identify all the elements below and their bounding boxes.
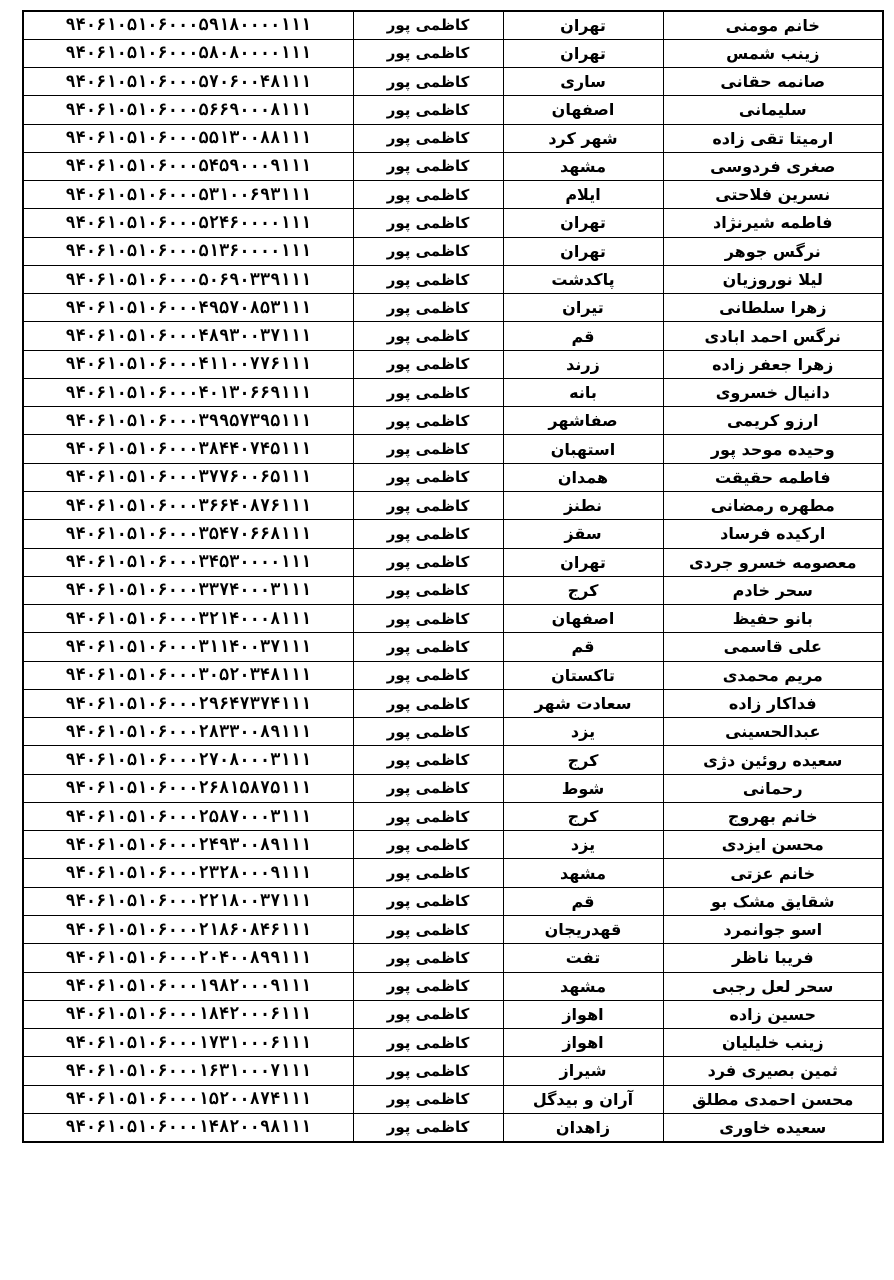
cell-name: وحیده موحد پور <box>663 435 883 463</box>
table-row <box>23 435 883 463</box>
cell-city: تفت <box>503 944 663 972</box>
cell-city: اصفهان <box>503 605 663 633</box>
cell-name: نرگس جوهر <box>663 237 883 265</box>
cell-city: تهران <box>503 11 663 39</box>
cell-city: تیران <box>503 294 663 322</box>
cell-city: کرج <box>503 746 663 774</box>
cell-code: ۹۴۰۶۱۰۵۱۰۶۰۰۰۱۸۴۲۰۰۰۶۱۱۱ <box>23 1000 353 1028</box>
cell-agent: کاظمی پور <box>353 11 503 39</box>
cell-name: فاطمه حقیقت <box>663 463 883 491</box>
cell-city: سعادت شهر <box>503 689 663 717</box>
cell-code: ۹۴۰۶۱۰۵۱۰۶۰۰۰۱۷۳۱۰۰۰۶۱۱۱ <box>23 1029 353 1057</box>
cell-code: ۹۴۰۶۱۰۵۱۰۶۰۰۰۴۰۱۳۰۶۶۹۱۱۱ <box>23 378 353 406</box>
cell-name: خانم عزتی <box>663 859 883 887</box>
cell-name: دانیال خسروی <box>663 378 883 406</box>
cell-agent: کاظمی پور <box>353 265 503 293</box>
cell-name: سحر خادم <box>663 576 883 604</box>
cell-code: ۹۴۰۶۱۰۵۱۰۶۰۰۰۳۸۴۴۰۷۴۵۱۱۱ <box>23 435 353 463</box>
cell-code: ۹۴۰۶۱۰۵۱۰۶۰۰۰۳۴۵۳۰۰۰۰۱۱۱ <box>23 548 353 576</box>
cell-city: زاهدان <box>503 1113 663 1141</box>
cell-name: ارمیتا تقی زاده <box>663 124 883 152</box>
cell-city: کرج <box>503 802 663 830</box>
table-row <box>23 1113 883 1141</box>
cell-city: اهواز <box>503 1029 663 1057</box>
cell-code: ۹۴۰۶۱۰۵۱۰۶۰۰۰۳۲۱۴۰۰۰۸۱۱۱ <box>23 605 353 633</box>
cell-city: زرند <box>503 350 663 378</box>
cell-name: فریبا ناظر <box>663 944 883 972</box>
cell-agent: کاظمی پور <box>353 124 503 152</box>
cell-agent: کاظمی پور <box>353 633 503 661</box>
cell-city: شوط <box>503 774 663 802</box>
cell-name: صانمه حقانی <box>663 68 883 96</box>
cell-name: سعیده خاوری <box>663 1113 883 1141</box>
table-row <box>23 661 883 689</box>
cell-agent: کاظمی پور <box>353 520 503 548</box>
cell-agent: کاظمی پور <box>353 1057 503 1085</box>
cell-name: زهرا سلطانی <box>663 294 883 322</box>
cell-city: اهواز <box>503 1000 663 1028</box>
cell-agent: کاظمی پور <box>353 237 503 265</box>
records-table <box>22 10 884 1143</box>
table-row <box>23 152 883 180</box>
cell-name: سحر لعل رجبی <box>663 972 883 1000</box>
cell-name: فاطمه شیرنژاد <box>663 209 883 237</box>
cell-city: شیراز <box>503 1057 663 1085</box>
cell-city: پاکدشت <box>503 265 663 293</box>
table-row <box>23 463 883 491</box>
table-row <box>23 1085 883 1113</box>
cell-code: ۹۴۰۶۱۰۵۱۰۶۰۰۰۵۵۱۳۰۰۸۸۱۱۱ <box>23 124 353 152</box>
cell-code: ۹۴۰۶۱۰۵۱۰۶۰۰۰۳۶۶۴۰۸۷۶۱۱۱ <box>23 492 353 520</box>
cell-code: ۹۴۰۶۱۰۵۱۰۶۰۰۰۲۸۳۳۰۰۸۹۱۱۱ <box>23 718 353 746</box>
table-row <box>23 209 883 237</box>
cell-city: تاکستان <box>503 661 663 689</box>
cell-city: قم <box>503 322 663 350</box>
cell-agent: کاظمی پور <box>353 1085 503 1113</box>
cell-code: ۹۴۰۶۱۰۵۱۰۶۰۰۰۳۹۹۵۷۳۹۵۱۱۱ <box>23 407 353 435</box>
cell-code: ۹۴۰۶۱۰۵۱۰۶۰۰۰۲۵۸۷۰۰۰۳۱۱۱ <box>23 802 353 830</box>
cell-agent: کاظمی پور <box>353 831 503 859</box>
cell-name: ارزو کریمی <box>663 407 883 435</box>
cell-code: ۹۴۰۶۱۰۵۱۰۶۰۰۰۵۶۶۹۰۰۰۸۱۱۱ <box>23 96 353 124</box>
cell-code: ۹۴۰۶۱۰۵۱۰۶۰۰۰۱۶۳۱۰۰۰۷۱۱۱ <box>23 1057 353 1085</box>
cell-name: محسن احمدی مطلق <box>663 1085 883 1113</box>
cell-agent: کاظمی پور <box>353 859 503 887</box>
cell-code: ۹۴۰۶۱۰۵۱۰۶۰۰۰۲۲۱۸۰۰۳۷۱۱۱ <box>23 887 353 915</box>
cell-city: تهران <box>503 548 663 576</box>
cell-name: فداکار زاده <box>663 689 883 717</box>
cell-agent: کاظمی پور <box>353 972 503 1000</box>
cell-city: قم <box>503 887 663 915</box>
table-row <box>23 944 883 972</box>
cell-city: استهبان <box>503 435 663 463</box>
table-row <box>23 605 883 633</box>
cell-code: ۹۴۰۶۱۰۵۱۰۶۰۰۰۵۲۴۶۰۰۰۰۱۱۱ <box>23 209 353 237</box>
table-row <box>23 520 883 548</box>
cell-city: یزد <box>503 831 663 859</box>
table-row <box>23 774 883 802</box>
cell-agent: کاظمی پور <box>353 1113 503 1141</box>
cell-code: ۹۴۰۶۱۰۵۱۰۶۰۰۰۵۱۳۶۰۰۰۰۱۱۱ <box>23 237 353 265</box>
cell-code: ۹۴۰۶۱۰۵۱۰۶۰۰۰۳۷۷۶۰۰۶۵۱۱۱ <box>23 463 353 491</box>
cell-city: آران و بیدگل <box>503 1085 663 1113</box>
cell-city: مشهد <box>503 152 663 180</box>
cell-name: زهرا جعفر زاده <box>663 350 883 378</box>
cell-city: مشهد <box>503 972 663 1000</box>
table-row <box>23 576 883 604</box>
cell-agent: کاظمی پور <box>353 181 503 209</box>
cell-city: بانه <box>503 378 663 406</box>
cell-code: ۹۴۰۶۱۰۵۱۰۶۰۰۰۴۱۱۰۰۷۷۶۱۱۱ <box>23 350 353 378</box>
cell-name: خانم بهروج <box>663 802 883 830</box>
cell-agent: کاظمی پور <box>353 774 503 802</box>
table-row <box>23 548 883 576</box>
cell-agent: کاظمی پور <box>353 68 503 96</box>
cell-city: یزد <box>503 718 663 746</box>
cell-agent: کاظمی پور <box>353 492 503 520</box>
table-row <box>23 746 883 774</box>
table-row <box>23 859 883 887</box>
cell-code: ۹۴۰۶۱۰۵۱۰۶۰۰۰۱۹۸۲۰۰۰۹۱۱۱ <box>23 972 353 1000</box>
cell-city: اصفهان <box>503 96 663 124</box>
cell-agent: کاظمی پور <box>353 294 503 322</box>
table-row <box>23 1000 883 1028</box>
table-row <box>23 718 883 746</box>
document-sheet <box>22 10 882 1266</box>
cell-code: ۹۴۰۶۱۰۵۱۰۶۰۰۰۵۳۱۰۰۶۹۳۱۱۱ <box>23 181 353 209</box>
table-row <box>23 972 883 1000</box>
table-row <box>23 1057 883 1085</box>
cell-code: ۹۴۰۶۱۰۵۱۰۶۰۰۰۳۱۱۴۰۰۳۷۱۱۱ <box>23 633 353 661</box>
cell-agent: کاظمی پور <box>353 746 503 774</box>
table-row <box>23 916 883 944</box>
cell-city: تهران <box>503 39 663 67</box>
cell-code: ۹۴۰۶۱۰۵۱۰۶۰۰۰۱۵۲۰۰۸۷۴۱۱۱ <box>23 1085 353 1113</box>
cell-code: ۹۴۰۶۱۰۵۱۰۶۰۰۰۲۹۶۴۷۳۷۴۱۱۱ <box>23 689 353 717</box>
cell-name: معصومه خسرو جردی <box>663 548 883 576</box>
cell-name: لیلا نوروزیان <box>663 265 883 293</box>
cell-agent: کاظمی پور <box>353 944 503 972</box>
cell-city: کرج <box>503 576 663 604</box>
cell-name: خانم مومنی <box>663 11 883 39</box>
table-row <box>23 492 883 520</box>
cell-name: سلیمانی <box>663 96 883 124</box>
cell-city: شهر کرد <box>503 124 663 152</box>
cell-agent: کاظمی پور <box>353 802 503 830</box>
cell-city: ساری <box>503 68 663 96</box>
cell-code: ۹۴۰۶۱۰۵۱۰۶۰۰۰۵۴۵۹۰۰۰۹۱۱۱ <box>23 152 353 180</box>
cell-name: مطهره رمضانی <box>663 492 883 520</box>
cell-agent: کاظمی پور <box>353 718 503 746</box>
cell-name: عبدالحسینی <box>663 718 883 746</box>
cell-city: صفاشهر <box>503 407 663 435</box>
cell-name: زینب خلیلیان <box>663 1029 883 1057</box>
table-row <box>23 181 883 209</box>
cell-agent: کاظمی پور <box>353 209 503 237</box>
cell-code: ۹۴۰۶۱۰۵۱۰۶۰۰۰۴۹۵۷۰۸۵۳۱۱۱ <box>23 294 353 322</box>
table-row <box>23 265 883 293</box>
cell-code: ۹۴۰۶۱۰۵۱۰۶۰۰۰۵۸۰۸۰۰۰۰۱۱۱ <box>23 39 353 67</box>
table-row <box>23 237 883 265</box>
cell-code: ۹۴۰۶۱۰۵۱۰۶۰۰۰۲۱۸۶۰۸۴۶۱۱۱ <box>23 916 353 944</box>
table-row <box>23 350 883 378</box>
table-row <box>23 689 883 717</box>
cell-agent: کاظمی پور <box>353 39 503 67</box>
table-row <box>23 802 883 830</box>
cell-code: ۹۴۰۶۱۰۵۱۰۶۰۰۰۵۹۱۸۰۰۰۰۱۱۱ <box>23 11 353 39</box>
table-row <box>23 124 883 152</box>
table-row <box>23 407 883 435</box>
cell-city: تهران <box>503 209 663 237</box>
cell-code: ۹۴۰۶۱۰۵۱۰۶۰۰۰۲۰۴۰۰۸۹۹۱۱۱ <box>23 944 353 972</box>
cell-name: صغری فردوسی <box>663 152 883 180</box>
cell-city: ایلام <box>503 181 663 209</box>
cell-name: مریم محمدی <box>663 661 883 689</box>
cell-agent: کاظمی پور <box>353 887 503 915</box>
cell-agent: کاظمی پور <box>353 916 503 944</box>
cell-agent: کاظمی پور <box>353 407 503 435</box>
cell-code: ۹۴۰۶۱۰۵۱۰۶۰۰۰۲۴۹۳۰۰۸۹۱۱۱ <box>23 831 353 859</box>
cell-city: نطنز <box>503 492 663 520</box>
cell-name: زینب شمس <box>663 39 883 67</box>
cell-name: ثمین بصیری فرد <box>663 1057 883 1085</box>
table-row <box>23 96 883 124</box>
table-row <box>23 39 883 67</box>
cell-name: حسین زاده <box>663 1000 883 1028</box>
cell-agent: کاظمی پور <box>353 96 503 124</box>
cell-code: ۹۴۰۶۱۰۵۱۰۶۰۰۰۱۴۸۲۰۰۹۸۱۱۱ <box>23 1113 353 1141</box>
cell-name: نسرین فلاحتی <box>663 181 883 209</box>
cell-name: بانو حفیظ <box>663 605 883 633</box>
cell-city: تهران <box>503 237 663 265</box>
cell-city: سقز <box>503 520 663 548</box>
table-row <box>23 887 883 915</box>
cell-agent: کاظمی پور <box>353 1000 503 1028</box>
cell-name: علی قاسمی <box>663 633 883 661</box>
cell-name: محسن ایزدی <box>663 831 883 859</box>
table-row <box>23 294 883 322</box>
cell-agent: کاظمی پور <box>353 689 503 717</box>
cell-agent: کاظمی پور <box>353 661 503 689</box>
cell-code: ۹۴۰۶۱۰۵۱۰۶۰۰۰۳۰۵۲۰۳۴۸۱۱۱ <box>23 661 353 689</box>
cell-name: نرگس احمد ابادی <box>663 322 883 350</box>
table-row <box>23 322 883 350</box>
cell-code: ۹۴۰۶۱۰۵۱۰۶۰۰۰۵۷۰۶۰۰۴۸۱۱۱ <box>23 68 353 96</box>
cell-agent: کاظمی پور <box>353 350 503 378</box>
records-table-body <box>23 11 883 1142</box>
table-row <box>23 68 883 96</box>
cell-code: ۹۴۰۶۱۰۵۱۰۶۰۰۰۳۳۷۴۰۰۰۳۱۱۱ <box>23 576 353 604</box>
cell-agent: کاظمی پور <box>353 1029 503 1057</box>
table-row <box>23 831 883 859</box>
cell-code: ۹۴۰۶۱۰۵۱۰۶۰۰۰۲۳۲۸۰۰۰۹۱۱۱ <box>23 859 353 887</box>
table-row <box>23 11 883 39</box>
cell-agent: کاظمی پور <box>353 463 503 491</box>
cell-code: ۹۴۰۶۱۰۵۱۰۶۰۰۰۲۷۰۸۰۰۰۳۱۱۱ <box>23 746 353 774</box>
cell-agent: کاظمی پور <box>353 576 503 604</box>
table-row <box>23 378 883 406</box>
cell-agent: کاظمی پور <box>353 435 503 463</box>
cell-agent: کاظمی پور <box>353 605 503 633</box>
cell-city: مشهد <box>503 859 663 887</box>
cell-city: قم <box>503 633 663 661</box>
cell-name: شقایق مشک بو <box>663 887 883 915</box>
cell-code: ۹۴۰۶۱۰۵۱۰۶۰۰۰۴۸۹۳۰۰۳۷۱۱۱ <box>23 322 353 350</box>
cell-code: ۹۴۰۶۱۰۵۱۰۶۰۰۰۲۶۸۱۵۸۷۵۱۱۱ <box>23 774 353 802</box>
table-row <box>23 633 883 661</box>
cell-name: ارکیده فرساد <box>663 520 883 548</box>
cell-code: ۹۴۰۶۱۰۵۱۰۶۰۰۰۵۰۶۹۰۳۳۹۱۱۱ <box>23 265 353 293</box>
cell-name: سعیده روئین دژی <box>663 746 883 774</box>
cell-city: همدان <box>503 463 663 491</box>
cell-code: ۹۴۰۶۱۰۵۱۰۶۰۰۰۳۵۴۷۰۶۶۸۱۱۱ <box>23 520 353 548</box>
cell-agent: کاظمی پور <box>353 548 503 576</box>
table-row <box>23 1029 883 1057</box>
cell-city: قهدریجان <box>503 916 663 944</box>
cell-agent: کاظمی پور <box>353 378 503 406</box>
cell-agent: کاظمی پور <box>353 152 503 180</box>
cell-agent: کاظمی پور <box>353 322 503 350</box>
cell-name: رحمانی <box>663 774 883 802</box>
cell-name: اسو جوانمرد <box>663 916 883 944</box>
